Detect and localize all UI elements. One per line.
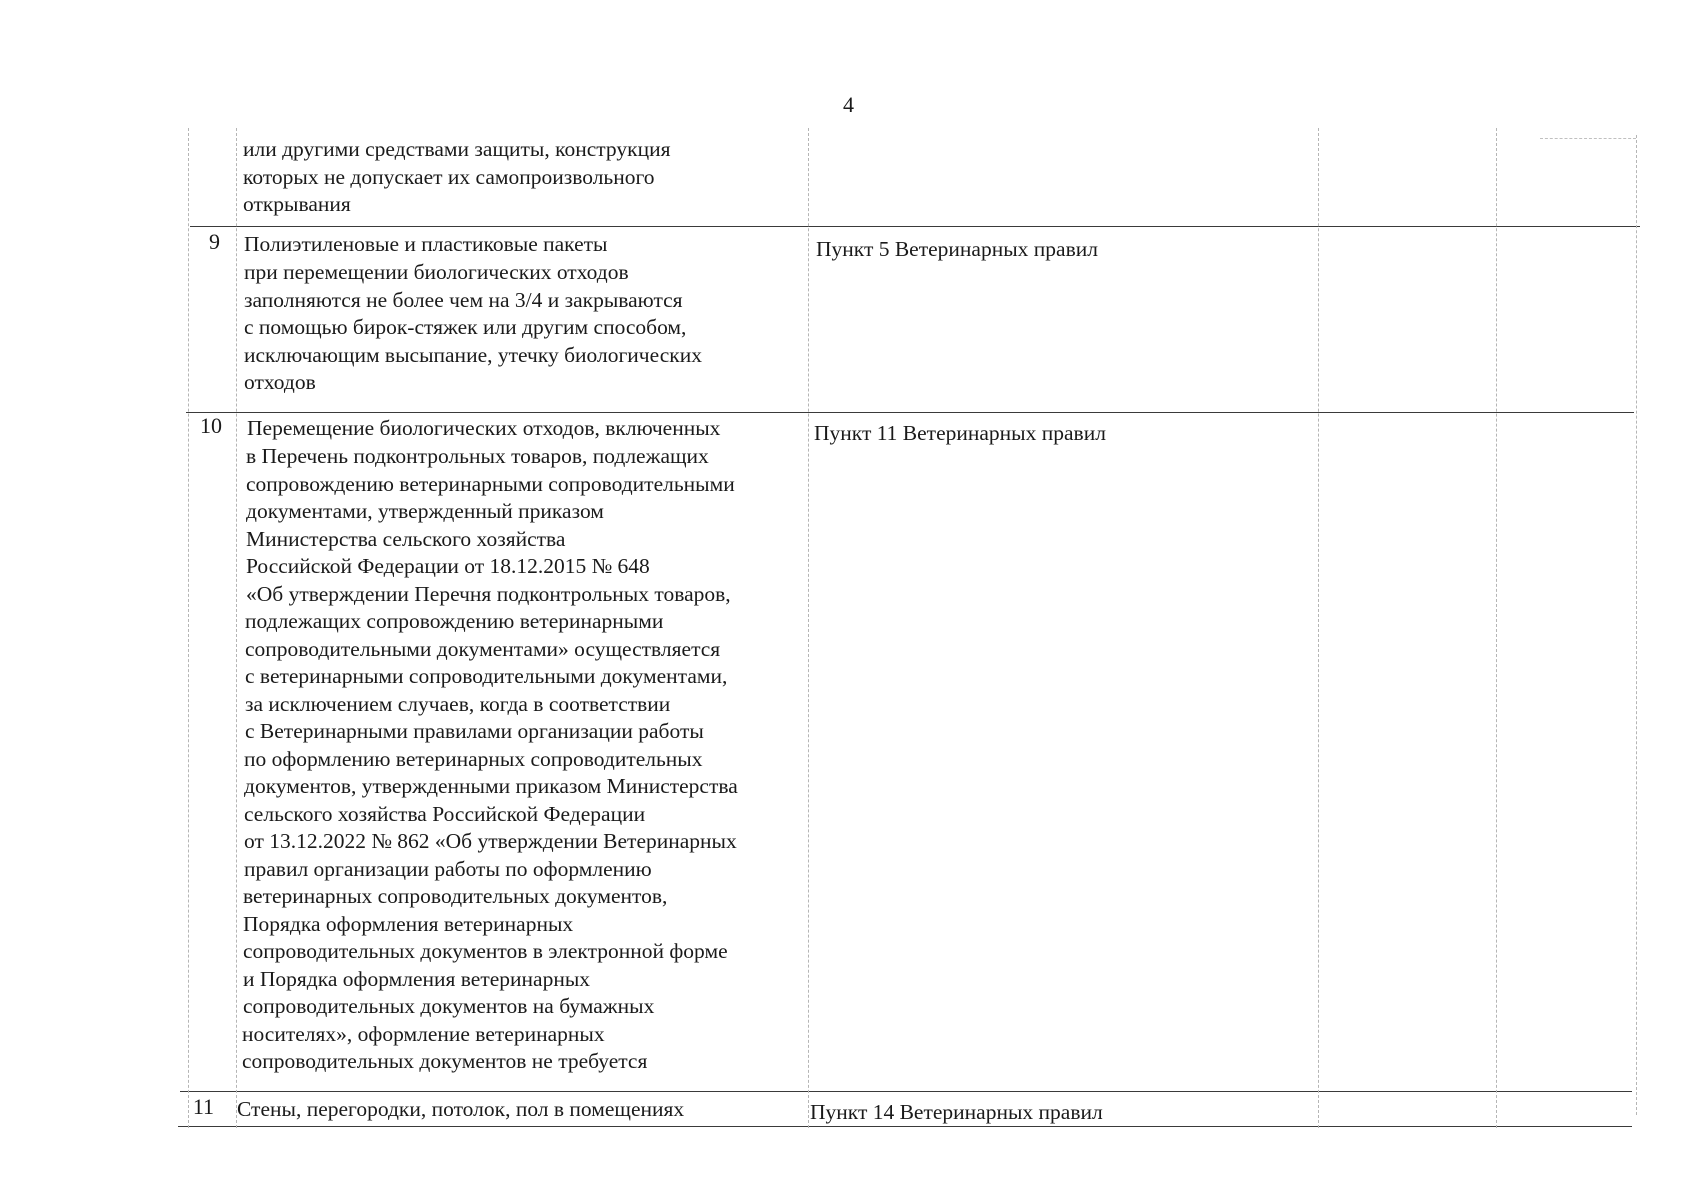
column-border: [188, 128, 189, 1128]
reference-cell: Пункт 11 Ветеринарных правил: [814, 421, 1106, 445]
text-line: «Об утверждении Перечня подконтрольных товаров,: [246, 582, 731, 606]
text-line: с ветеринарными сопроводительными документами,: [245, 664, 728, 688]
text-line: правил организации работы по оформлению: [244, 857, 652, 881]
text-line: заполняются не более чем на 3/4 и закрываются: [244, 288, 683, 312]
text-line: сельского хозяйства Российской Федерации: [244, 802, 646, 826]
top-border-fragment: [1540, 138, 1636, 139]
text-line: в Перечень подконтрольных товаров, подлежащих: [246, 444, 709, 468]
text-line: и Порядка оформления ветеринарных: [243, 967, 591, 991]
row-number: 9: [209, 229, 220, 254]
text-line: при перемещении биологических отходов: [244, 260, 629, 284]
row-divider: [190, 226, 1640, 227]
column-border: [1318, 128, 1319, 1128]
column-border: [236, 128, 237, 1128]
text-line: с Ветеринарными правилами организации работы: [245, 719, 704, 743]
text-line: Министерства сельского хозяйства: [246, 527, 566, 551]
row-divider: [178, 1126, 1632, 1127]
text-line: Порядка оформления ветеринарных: [243, 912, 574, 936]
text-line: сопровождению ветеринарными сопроводительными: [246, 472, 735, 496]
text-line: по оформлению ветеринарных сопроводительных: [244, 747, 703, 771]
text-line: документами, утвержденный приказом: [246, 499, 604, 523]
text-line: или другими средствами защиты, конструкция: [243, 137, 671, 161]
text-line: открывания: [243, 192, 351, 216]
reference-cell: Пункт 5 Ветеринарных правил: [816, 237, 1098, 261]
row-number: 10: [200, 413, 222, 438]
text-line: сопроводительными документами» осуществляется: [245, 637, 721, 661]
text-line: отходов: [244, 370, 316, 394]
text-line: Российской Федерации от 18.12.2015 № 648: [246, 554, 650, 578]
text-line: сопроводительных документов на бумажных: [243, 994, 655, 1018]
row-number: 11: [192, 1094, 214, 1119]
text-line: ветеринарных сопроводительных документов,: [243, 884, 668, 908]
text-line: от 13.12.2022 № 862 «Об утверждении Ветеринарных: [244, 829, 737, 853]
text-line: с помощью бирок-стяжек или другим способом,: [244, 315, 687, 339]
row-divider: [180, 1091, 1632, 1092]
text-line: документов, утвержденными приказом Министерства: [244, 774, 738, 798]
column-border: [808, 128, 809, 1128]
text-line: исключающим высыпание, утечку биологических: [244, 343, 702, 367]
text-line: подлежащих сопровождению ветеринарными: [245, 609, 664, 633]
row-divider: [186, 412, 1634, 413]
column-border: [1636, 135, 1637, 1115]
text-line: Полиэтиленовые и пластиковые пакеты: [244, 232, 608, 256]
column-border: [1496, 128, 1497, 1128]
text-line: за исключением случаев, когда в соответствии: [245, 692, 671, 716]
text-line: сопроводительных документов не требуется: [242, 1049, 648, 1073]
text-line: носителях», оформление ветеринарных: [242, 1022, 605, 1046]
reference-cell: Пункт 14 Ветеринарных правил: [810, 1100, 1103, 1124]
text-line: Стены, перегородки, потолок, пол в помещениях: [237, 1097, 685, 1121]
text-line: которых не допускает их самопроизвольного: [243, 165, 655, 189]
text-line: Перемещение биологических отходов, включенных: [247, 416, 721, 440]
text-line: сопроводительных документов в электронной форме: [243, 939, 728, 963]
page-number: 4: [843, 92, 854, 117]
